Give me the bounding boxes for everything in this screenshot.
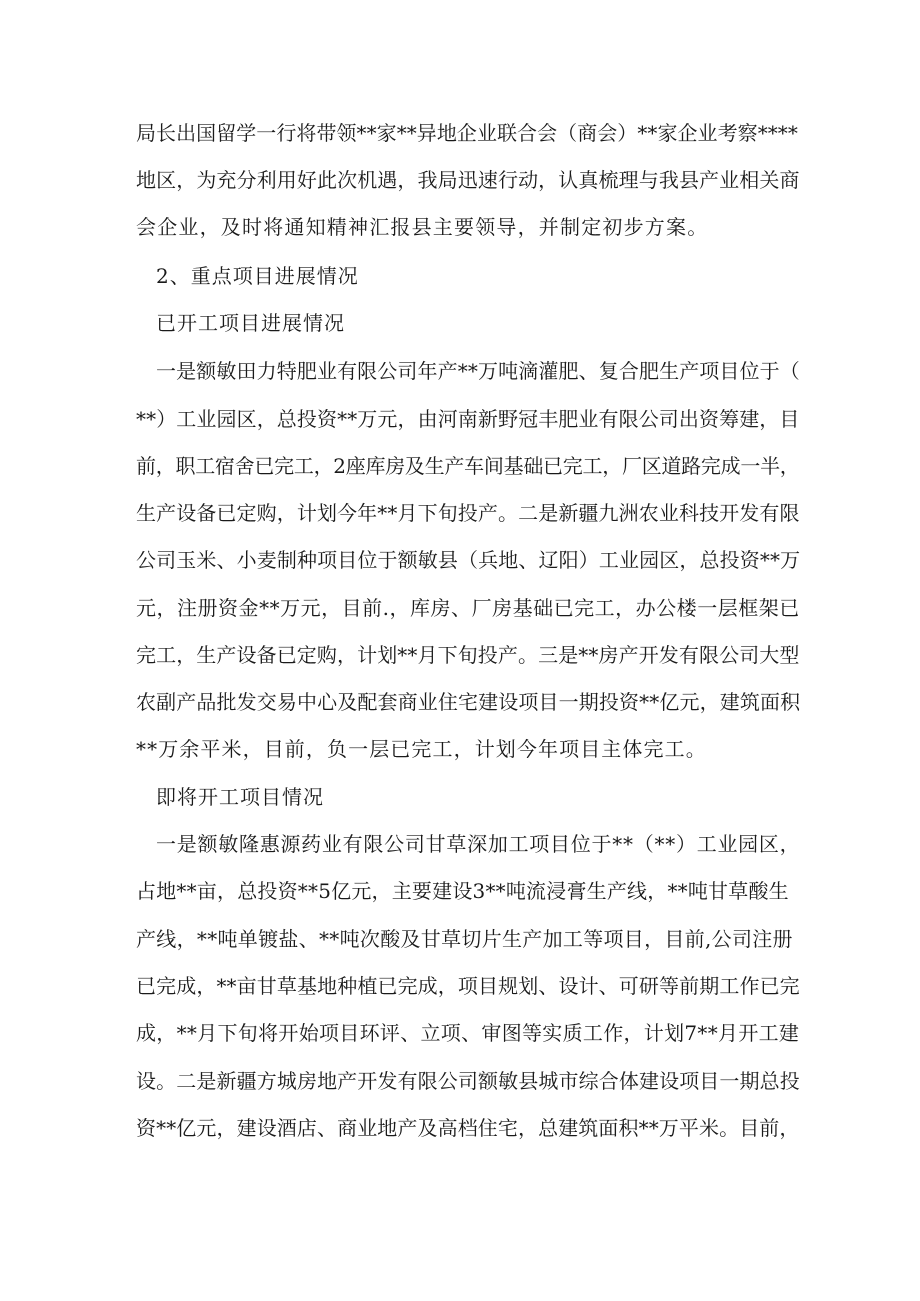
text-line: 设。二是新疆方城房地产开发有限公司额敏县城市综合体建设项目一期总投 <box>136 1069 800 1093</box>
text-line: 公司玉米、小麦制种项目位于额敏县（兵地、辽阳）工业园区，总投资**万 <box>136 548 801 572</box>
text-line: 一是额敏田力特肥业有限公司年产**万吨滴灌肥、复合肥生产项目位于（ <box>156 359 800 383</box>
text-line: 生产设备已定购，计划今年**月下旬投产。二是新疆九洲农业科技开发有限 <box>136 501 800 525</box>
text-line: 前，职工宿舍已完工，2座库房及生产车间基础已完工，厂区道路完成一半， <box>136 454 800 478</box>
text-line: 农副产品批发交易中心及配套商业住宅建设项目一期投资**亿元，建筑面积 <box>136 690 801 714</box>
subsection-heading: 即将开工项目情况 <box>156 785 324 809</box>
text-line: 产线，**吨单镀盐、**吨次酸及甘草切片生产加工等项目，目前,公司注册 <box>136 927 793 951</box>
section-heading: 2、重点项目进展情况 <box>156 264 359 288</box>
text-line: **万余平米，目前，负一层已完工，计划今年项目主体完工。 <box>136 737 707 761</box>
text-line: 元，注册资金**万元，目前.，库房、厂房基础已完工，办公楼一层框架已 <box>136 596 800 620</box>
text-line: 已完成，**亩甘草基地种植已完成，项目规划、设计、可研等前期工作已完 <box>136 974 800 998</box>
text-line: 一是额敏隆惠源药业有限公司甘草深加工项目位于**（**）工业园区， <box>156 832 801 856</box>
text-line: 成，**月下旬将开始项目环评、立项、审图等实质工作，计划7**月开工建 <box>136 1021 800 1045</box>
text-line: 占地**亩，总投资**5亿元，主要建设3**吨流浸膏生产线，**吨甘草酸生 <box>136 879 789 903</box>
text-line: 地区，为充分利用好此次机遇，我局迅速行动，认真梳理与我县产业相关商 <box>136 168 800 192</box>
text-line: 局长出国留学一行将带领**家**异地企业联合会（商会）**家企业考察**** <box>136 121 798 145</box>
subsection-heading: 已开工项目进展情况 <box>156 311 345 335</box>
text-line: 会企业，及时将通知精神汇报县主要领导，并制定初步方案。 <box>136 215 709 239</box>
text-line: 完工，生产设备已定购，计划**月下旬投产。三是**房产开发有限公司大型 <box>136 643 800 667</box>
text-line: 资**亿元，建设酒店、商业地产及高档住宅，总建筑面积**万平米。目前， <box>136 1116 800 1140</box>
text-line: **）工业园区，总投资**万元，由河南新野冠丰肥业有限公司出资筹建，目 <box>136 407 800 431</box>
